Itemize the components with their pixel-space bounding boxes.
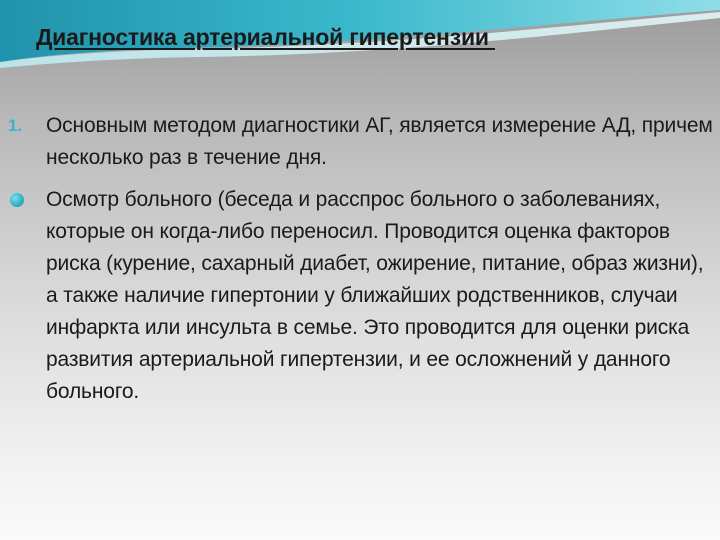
list-item-2: Осмотр больного (беседа и расспрос больного о заболеваниях, которые он когда-либо переносил. Проводится оценка факторов риска (курение, сахарный диабет, ожирение, питание, образ жизни), а также наличие гипертонии у ближайших родственников, случаи инфаркта или инсульта в семье. Это проводится для оценки риска развития артериальной гипертензии, и ее осложнений у данного больного.: [46, 188, 704, 403]
list-number-marker: 1.: [8, 116, 23, 135]
list-item-1: Основным методом диагностики АГ, является измерение АД, причем несколько раз в течение дня.: [46, 114, 713, 169]
slide-title: Диагностика артериальной гипертензии: [36, 24, 496, 50]
bullet-circle-icon: [10, 193, 24, 207]
